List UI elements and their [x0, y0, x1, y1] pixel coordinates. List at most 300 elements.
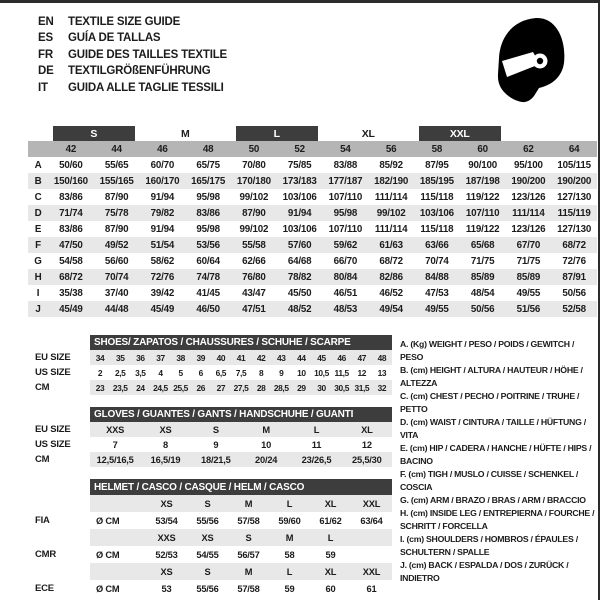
diameter-cm-label: Ø CM: [96, 583, 120, 594]
measure-value-cell: 65/68: [470, 239, 495, 251]
row-label: CMR: [35, 549, 57, 560]
measure-value-cell: 95/100: [513, 159, 543, 171]
measure-value-cell: 95/98: [196, 191, 220, 203]
guide-title: GUÍA DE TALLAS: [68, 32, 161, 45]
legend-item: C. (cm) CHEST / PECHO / POITRINE / TRUHE / PETTO: [400, 391, 580, 414]
value-cell: 25,5: [173, 382, 188, 393]
measure-letter: E: [34, 223, 42, 235]
value-cell: 10,5: [314, 367, 329, 378]
measure-value-cell: 78/82: [287, 271, 312, 283]
numeric-size-cell: 44: [111, 143, 122, 155]
measure-value-cell: 87/91: [562, 271, 586, 283]
value-cell: S: [212, 424, 219, 435]
guide-title: GUIDA ALLE TAGLIE TESSILI: [68, 81, 224, 94]
measure-value-cell: 99/102: [239, 191, 269, 203]
measurement-legend: [400, 338, 598, 585]
row-label: EU SIZE: [35, 424, 71, 435]
value-cell: M: [244, 566, 253, 577]
value-cell: S: [245, 532, 252, 543]
legend-item: I. (cm) SHOULDERS / HOMBROS / ÉPAULES / SCHULTERN / SPALLE: [400, 534, 578, 557]
measure-value-cell: 107/110: [328, 191, 363, 203]
value-cell: 16,5/19: [150, 454, 181, 465]
value-cell: XL: [324, 498, 337, 509]
legend-item: H. (cm) INSIDE LEG / ENTREPIERNA / FOURCHE / SCHRITT / FORCELLA: [400, 508, 595, 531]
measure-value-cell: 83/86: [196, 207, 220, 219]
measure-value-cell: 119/122: [465, 223, 500, 235]
table-row: [28, 350, 392, 365]
legend-item: A. (Kg) WEIGHT / PESO / POIDS / GEWITCH / PESO: [400, 339, 575, 362]
row-cells: [90, 380, 392, 395]
value-cell: 35: [115, 352, 125, 363]
value-cell: 8: [258, 367, 264, 378]
measure-value-cell: 55/65: [104, 159, 129, 171]
measure-value-cell: 91/94: [150, 191, 175, 203]
row-cells: [90, 580, 392, 597]
table-row: [28, 512, 392, 529]
value-cell: 24,5: [153, 382, 168, 393]
value-cell: XXL: [362, 498, 381, 509]
measure-value-cell: 80/84: [333, 271, 358, 283]
measure-value-cell: 85/92: [379, 159, 403, 171]
measure-value-cell: 95/98: [333, 207, 358, 219]
measure-value-cell: 35/38: [59, 287, 83, 299]
language-code: IT: [38, 81, 48, 94]
measure-letter: A: [34, 159, 42, 171]
measure-value-cell: 41/45: [196, 287, 220, 299]
measure-value-cell: 91/94: [150, 223, 175, 235]
measure-row-a: [28, 157, 597, 173]
measure-value-cell: 87/90: [104, 223, 129, 235]
measure-value-cell: 70/74: [425, 255, 449, 267]
value-cell: 12,5/16,5: [96, 454, 134, 465]
measure-value-cell: 90/100: [468, 159, 497, 171]
value-cell: 2,5: [114, 367, 126, 378]
value-cell: 42: [256, 352, 266, 363]
row-label: CM: [35, 382, 50, 393]
value-cell: 59: [325, 549, 336, 560]
measure-value-cell: 68/72: [59, 271, 83, 283]
value-cell: XL: [361, 424, 373, 435]
value-cell: 56/57: [237, 549, 260, 560]
value-cell: 8: [163, 439, 168, 450]
measure-row-e: [28, 221, 597, 237]
language-code: DE: [38, 65, 54, 78]
measure-value-cell: 71/75: [516, 255, 541, 267]
measure-value-cell: 187/198: [465, 175, 500, 187]
measure-value-cell: 63/66: [425, 239, 449, 251]
value-cell: 57/58: [237, 583, 260, 594]
measure-value-cell: 82/86: [379, 271, 403, 283]
value-cell: 23/26,5: [301, 454, 332, 465]
measure-value-cell: 62/66: [242, 255, 266, 267]
row-cells: [90, 529, 392, 546]
value-cell: 55/56: [196, 583, 219, 594]
row-cells: [90, 512, 392, 529]
value-cell: 60: [325, 583, 336, 594]
measure-value-cell: 48/54: [470, 287, 495, 299]
value-cell: L: [327, 532, 334, 543]
measure-value-cell: 59/62: [333, 239, 358, 251]
row-cells: [90, 350, 392, 365]
measure-letter: I: [36, 287, 40, 299]
measure-value-cell: 45/50: [287, 287, 312, 299]
value-cell: 58: [284, 549, 295, 560]
value-cell: 52/53: [155, 549, 178, 560]
value-cell: 11: [311, 439, 322, 450]
measure-row-g: [28, 253, 597, 269]
value-cell: 38: [176, 352, 185, 363]
measure-value-cell: 64/68: [287, 255, 312, 267]
measure-letter: H: [34, 271, 42, 283]
table-row: [28, 437, 392, 452]
numeric-size-cell: 52: [294, 143, 305, 155]
measure-value-cell: 87/90: [104, 191, 129, 203]
measure-value-cell: 190/200: [511, 175, 546, 187]
measure-value-cell: 66/70: [333, 255, 358, 267]
measure-row-i: [28, 285, 597, 301]
numeric-size-cell: 62: [523, 143, 534, 155]
measure-value-cell: 71/75: [470, 255, 495, 267]
value-cell: 26: [196, 382, 205, 393]
value-cell: XXL: [362, 566, 381, 577]
value-cell: M: [262, 424, 270, 435]
measure-value-cell: 49/55: [425, 303, 449, 315]
top-border-line: [0, 0, 600, 3]
row-label: EU SIZE: [35, 352, 71, 363]
measure-value-cell: 61/63: [379, 239, 403, 251]
measure-value-cell: 50/60: [59, 159, 83, 171]
value-cell: 30: [317, 382, 326, 393]
row-label: US SIZE: [35, 439, 71, 450]
row-label: [28, 563, 90, 580]
value-cell: 27,5: [233, 382, 249, 393]
measure-value-cell: 99/102: [376, 207, 406, 219]
value-cell: 2: [97, 367, 103, 378]
value-cell: 23,5: [112, 382, 128, 393]
measure-value-cell: 54/58: [59, 255, 83, 267]
measure-letter: G: [34, 255, 42, 267]
value-cell: 25,5/30: [352, 454, 382, 465]
size-group-m: [140, 126, 232, 141]
shoes-size-table: [28, 335, 392, 395]
measure-value-cell: 50/56: [562, 287, 586, 299]
measure-value-cell: 57/60: [287, 239, 312, 251]
measure-row-j: [28, 301, 597, 317]
measure-value-cell: 103/106: [282, 191, 317, 203]
language-code: FR: [38, 48, 53, 61]
legend-item: J. (cm) BACK / ESPALDA / DOS / ZURÜCK / INDIETRO: [400, 560, 569, 583]
measure-value-cell: 185/195: [419, 175, 454, 187]
table-title-row: [28, 407, 392, 422]
measure-value-cell: 87/90: [242, 207, 266, 219]
textile-size-table: [28, 126, 597, 317]
measure-value-cell: 46/51: [333, 287, 358, 299]
value-cell: 10: [261, 439, 272, 450]
value-cell: 48: [377, 352, 387, 363]
value-cell: 34: [95, 352, 105, 363]
measure-value-cell: 177/187: [328, 175, 363, 187]
measure-value-cell: 67/70: [516, 239, 541, 251]
measure-value-cell: 111/114: [374, 191, 408, 203]
row-cells: [90, 495, 392, 512]
measure-value-cell: 91/94: [287, 207, 312, 219]
table-row: [28, 365, 392, 380]
legend-item: E. (cm) HIP / CADERA / HANCHE / HÜFTE / HIPS / BACINO: [400, 443, 592, 466]
value-cell: XS: [160, 566, 173, 577]
diameter-cm-label: Ø CM: [96, 515, 120, 526]
table-row: [28, 380, 392, 395]
measure-value-cell: 111/114: [512, 207, 545, 219]
table-title-bar: SHOES/ ZAPATOS / CHAUSSURES / SCHUHE / SCARPE: [90, 335, 392, 350]
language-code: ES: [38, 32, 53, 45]
numeric-size-row: [28, 141, 597, 157]
value-cell: 20/24: [255, 454, 278, 465]
measure-value-cell: 47/51: [242, 303, 266, 315]
measure-value-cell: 45/49: [150, 303, 175, 315]
legend-item: G. (cm) ARM / BRAZO / BRAS / ARM / BRACCIO: [400, 495, 586, 505]
numeric-size-cell: 54: [340, 143, 351, 155]
table-row: [28, 495, 392, 512]
value-cell: S: [204, 498, 211, 509]
value-cell: 59: [284, 583, 295, 594]
measure-value-cell: 103/106: [282, 223, 317, 235]
value-cell: 28,5: [273, 382, 289, 393]
value-cell: 46: [337, 352, 346, 363]
measure-value-cell: 51/56: [516, 303, 541, 315]
value-cell: 43: [277, 352, 286, 363]
measure-value-cell: 44/48: [104, 303, 129, 315]
value-cell: 3,5: [135, 367, 146, 378]
measure-value-cell: 103/106: [419, 207, 454, 219]
measure-value-cell: 182/190: [374, 175, 409, 187]
measure-value-cell: 75/85: [287, 159, 312, 171]
value-cell: 37: [156, 352, 165, 363]
measure-value-cell: 115/118: [420, 191, 454, 203]
measure-value-cell: 55/58: [242, 239, 266, 251]
numeric-size-cell: 58: [431, 143, 443, 155]
label-spacer: [28, 407, 90, 422]
value-cell: 36: [136, 352, 145, 363]
value-cell: 13: [377, 367, 387, 378]
measure-value-cell: 39/42: [150, 287, 175, 299]
value-cell: M: [244, 498, 253, 509]
value-cell: 63/64: [360, 515, 383, 526]
measure-value-cell: 160/170: [145, 175, 180, 187]
measure-value-cell: 75/78: [104, 207, 129, 219]
row-cells: [90, 546, 392, 563]
value-cell: 45: [317, 352, 326, 363]
measure-value-cell: 60/64: [196, 255, 220, 267]
measure-value-cell: 51/54: [150, 239, 175, 251]
size-group-row: [28, 126, 597, 141]
legend-item: B. (cm) HEIGHT / ALTURA / HAUTEUR / HÖHE / ALTEZZA: [400, 365, 583, 388]
helmet-size-table: [28, 479, 392, 597]
measure-value-cell: 165/175: [191, 175, 226, 187]
language-row: [38, 80, 227, 96]
size-group-xxl: [414, 126, 506, 141]
size-group-label: L: [236, 126, 318, 141]
measure-value-cell: 56/60: [104, 255, 129, 267]
measure-value-cell: 58/62: [150, 255, 175, 267]
measure-value-cell: 95/98: [196, 223, 220, 235]
language-code: EN: [38, 16, 54, 28]
value-cell: 23: [95, 382, 105, 393]
measure-value-cell: 46/52: [379, 287, 403, 299]
measure-value-cell: 70/80: [242, 159, 266, 171]
full-face-helmet-icon: [492, 16, 570, 106]
measure-value-cell: 173/183: [282, 175, 317, 187]
language-title-list: [38, 14, 227, 96]
row-cells: [90, 437, 392, 452]
size-group-label: XL: [361, 127, 375, 140]
measure-row-h: [28, 269, 597, 285]
value-cell: 39: [196, 352, 205, 363]
value-cell: 18/21,5: [201, 454, 231, 465]
measure-value-cell: 45/49: [59, 303, 83, 315]
measure-value-cell: 71/74: [59, 207, 83, 219]
size-group-spacer: [506, 126, 552, 141]
measure-value-cell: 123/126: [511, 191, 546, 203]
measure-value-cell: 170/180: [236, 175, 271, 187]
measure-value-cell: 87/95: [425, 159, 449, 171]
guide-title: GUIDE DES TAILLES TEXTILE: [68, 48, 227, 61]
table-row: [28, 452, 392, 467]
value-cell: 53/54: [155, 515, 178, 526]
measure-value-cell: 50/56: [470, 303, 495, 315]
row-label: US SIZE: [35, 367, 71, 378]
guide-title: TEXTILGRÖßENFÜHRUNG: [68, 65, 211, 78]
value-cell: XXS: [106, 424, 125, 435]
measure-value-cell: 74/78: [196, 271, 220, 283]
numeric-size-cell: 48: [202, 143, 214, 155]
value-cell: 6,5: [215, 367, 227, 378]
row-label: CM: [35, 454, 50, 465]
value-cell: 61/62: [319, 515, 342, 526]
measure-value-cell: 115/119: [557, 207, 591, 219]
size-group-l: [231, 126, 323, 141]
size-group-label: XXL: [419, 126, 501, 141]
value-cell: 41: [236, 352, 246, 363]
value-cell: 57/58: [237, 515, 260, 526]
table-row: [28, 422, 392, 437]
value-cell: XS: [201, 532, 214, 543]
label-spacer: [28, 479, 90, 495]
numeric-size-cell: 50: [248, 143, 260, 155]
table-row: [28, 580, 392, 597]
value-cell: 31,5: [354, 382, 370, 393]
measure-value-cell: 111/114: [374, 223, 408, 235]
measure-value-cell: 49/54: [379, 303, 403, 315]
measure-letter: F: [35, 239, 41, 251]
language-row: [38, 47, 227, 63]
value-cell: 54/55: [196, 549, 219, 560]
measure-value-cell: 83/88: [333, 159, 358, 171]
table-title-row: [28, 479, 392, 495]
measure-value-cell: 72/76: [150, 271, 175, 283]
measure-value-cell: 79/82: [150, 207, 175, 219]
value-cell: L: [313, 424, 320, 435]
measure-value-cell: 53/56: [196, 239, 220, 251]
measure-value-cell: 83/86: [59, 191, 83, 203]
measure-row-b: [28, 173, 597, 189]
row-cells: [90, 452, 392, 467]
language-row: [38, 14, 227, 30]
measure-value-cell: 68/72: [562, 239, 586, 251]
size-group-xl: [323, 126, 415, 141]
measure-letter: D: [34, 207, 42, 219]
value-cell: 5: [178, 367, 183, 378]
measure-value-cell: 84/88: [425, 271, 449, 283]
measure-row-f: [28, 237, 597, 253]
diameter-cm-label: Ø CM: [96, 549, 120, 560]
measure-value-cell: 115/118: [420, 223, 454, 235]
value-cell: 53: [161, 583, 172, 594]
measure-value-cell: 37/40: [104, 287, 129, 299]
numeric-size-cell: 46: [157, 143, 168, 155]
row-label: [28, 529, 90, 546]
legend-item: D. (cm) WAIST / CINTURA / TAILLE / HÜFTUNG / VITA: [400, 417, 586, 440]
measure-value-cell: 72/76: [562, 255, 586, 267]
row-label: [28, 495, 90, 512]
measure-value-cell: 76/80: [242, 271, 266, 283]
value-cell: 11,5: [334, 367, 349, 378]
gloves-size-table: [28, 407, 392, 467]
value-cell: 4: [158, 367, 163, 378]
size-group-label: S: [53, 126, 135, 141]
measure-value-cell: 99/102: [239, 223, 269, 235]
measure-value-cell: 85/89: [470, 271, 495, 283]
measure-value-cell: 49/52: [104, 239, 129, 251]
measure-value-cell: 47/50: [59, 239, 83, 251]
measure-value-cell: 65/75: [196, 159, 220, 171]
value-cell: M: [285, 532, 294, 543]
table-title-row: [28, 335, 392, 350]
value-cell: XS: [160, 498, 173, 509]
measure-letter: B: [34, 175, 42, 187]
value-cell: 6: [198, 367, 203, 378]
measure-value-cell: 155/165: [99, 175, 134, 187]
value-cell: 7: [112, 439, 118, 450]
measure-value-cell: 150/160: [53, 175, 88, 187]
value-cell: 40: [216, 352, 226, 363]
measure-value-cell: 60/70: [150, 159, 175, 171]
value-cell: 7,5: [235, 367, 247, 378]
measure-value-cell: 119/122: [465, 191, 500, 203]
measure-value-cell: 105/115: [557, 159, 591, 171]
measure-value-cell: 49/55: [516, 287, 541, 299]
measure-row-d: [28, 205, 597, 221]
value-cell: 30,5: [334, 382, 349, 393]
measure-value-cell: 48/53: [333, 303, 358, 315]
size-group-label: M: [180, 127, 190, 140]
measure-value-cell: 46/50: [196, 303, 220, 315]
measure-value-cell: 68/72: [379, 255, 403, 267]
row-cells: [90, 563, 392, 580]
language-row: [38, 30, 227, 46]
table-title-bar: HELMET / CASCO / CASQUE / HELM / CASCO: [90, 479, 392, 495]
legend-item: F. (cm) TIGH / MUSLO / CUISSE / SCHENKEL / COSCIA: [400, 469, 579, 492]
value-cell: 10: [297, 367, 306, 378]
value-cell: 28: [256, 382, 266, 393]
measure-value-cell: 85/89: [516, 271, 541, 283]
row-cells: [90, 365, 392, 380]
size-group-spacer: [28, 126, 48, 141]
measure-value-cell: 83/86: [59, 223, 83, 235]
value-cell: XXS: [157, 532, 176, 543]
measure-row-c: [28, 189, 597, 205]
numeric-size-cell: 60: [477, 143, 488, 155]
value-cell: 61: [366, 583, 377, 594]
